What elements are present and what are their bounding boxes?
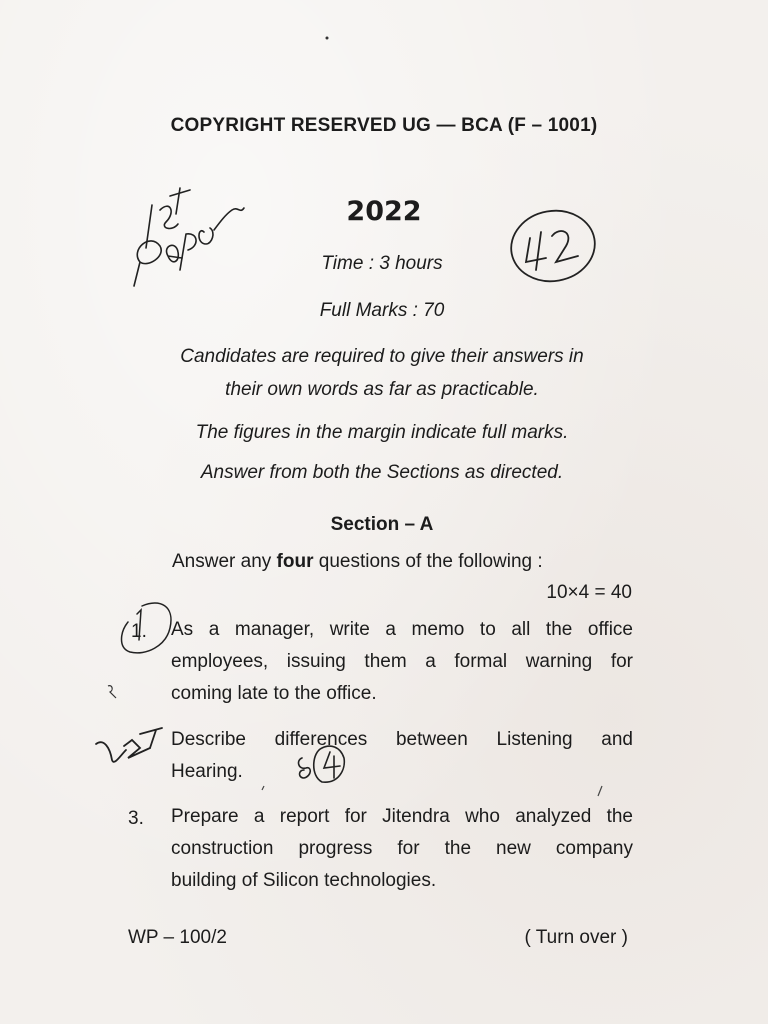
- copyright-header: COPYRIGHT RESERVED UG — BCA (F – 1001): [170, 115, 598, 136]
- section-marks: 10×4 = 40: [546, 582, 632, 603]
- question-line: building of Silicon technologies.: [171, 870, 437, 891]
- instruction-line-3: The figures in the margin indicate full marks.: [195, 422, 569, 443]
- question-line: Describe differences between Listening and: [171, 729, 633, 750]
- question-line: coming late to the office.: [171, 683, 377, 704]
- question-number: 1.: [131, 621, 147, 642]
- instruction-line-2: their own words as far as practicable.: [225, 379, 539, 400]
- section-title: Section – A: [330, 514, 434, 535]
- question-3-text: [171, 801, 633, 897]
- instruction-line-4: Answer from both the Sections as directed.: [200, 462, 564, 483]
- instruction-line-1: Candidates are required to give their answers in: [180, 346, 584, 367]
- question-line: Hearing.: [171, 761, 243, 782]
- question-line: Prepare a report for Jitendra who analyzed the: [171, 806, 633, 827]
- question-number: [131, 731, 147, 753]
- paper-code: WP – 100/2: [128, 927, 227, 948]
- section-directions: Answer any four questions of the following :: [172, 551, 543, 572]
- exam-full-marks: Full Marks : 70: [319, 300, 445, 321]
- question-line: As a manager, write a memo to all the office: [171, 619, 633, 640]
- question-1-text: [171, 614, 633, 710]
- question-number: 3.: [128, 808, 144, 829]
- turn-over-label: ( Turn over ): [524, 927, 628, 948]
- question-line: construction progress for the new company: [171, 838, 633, 859]
- question-line: employees, issuing them a formal warning for: [171, 651, 633, 672]
- question-2-text: [171, 724, 633, 788]
- exam-time: Time : 3 hours: [321, 253, 443, 274]
- exam-year: 2022: [346, 196, 422, 227]
